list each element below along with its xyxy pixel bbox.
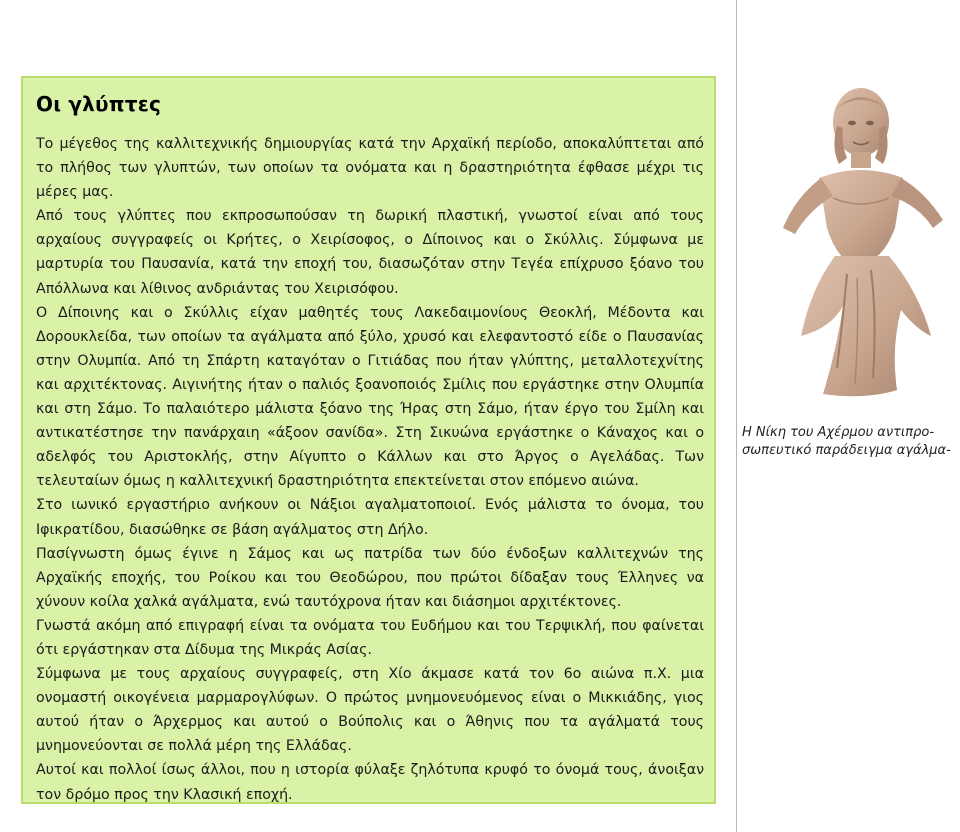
paragraph: Από τους γλύπτες που εκπροσωπούσαν τη δωρική πλαστική, γνωστοί είναι από τους αρχαίους συγγραφείς οι Κρήτες, ο Χειρίσοφος, ο Δίποινος και ο Σκύλλις. Σύμφωνα με μαρτυρία του Παυσανία, κατά την εποχή του, διασωζόταν στην Τεγέα επίχρυσο ξόανο του Απόλλωνα και λίθινος ανδριάντας του Χειρισόφου.	[36, 208, 704, 297]
section-title: Οι γλύπτες	[36, 92, 162, 116]
paragraph: Το μέγεθος της καλλιτεχνικής δημιουργίας κατά την Αρχαϊκή περίοδο, αποκαλύπτεται από το πλήθος των γλυπτών, των οποίων τα ονόματα και η δραστηριότητα έφθασε μέχρι τις μέρες μας.	[36, 136, 704, 201]
paragraph: Γνωστά ακόμη από επιγραφή είναι τα ονόματα του Ευδήμου και του Τερψικλή, που φαίνεται ότι εργάστηκαν στα Δίδυμα της Μικράς Ασίας.	[36, 617, 704, 658]
paragraph: Στο ιωνικό εργαστήριο ανήκουν οι Νάξιοι αγαλματοποιοί. Ενός μάλιστα το όνομα, του Ιφικρατίδου, διασώθηκε σε βάση αγάλματος στη Δήλο.	[36, 497, 704, 538]
paragraph: Πασίγνωστη όμως έγινε η Σάμος και ως πατρίδα των δύο ένδοξων καλλιτεχνών της Αρχαϊκής εποχής, του Ροίκου και του Θεοδώρου, που πρώτοι δίδαξαν τους Έλληνες να χύνουν κοίλα χαλκά αγάλματα, ενώ ταυτόχρονα ήταν και διάσημοι αρχιτέκτονες.	[36, 545, 704, 610]
text-box	[21, 76, 716, 804]
paragraph: Ο Δίποινης και ο Σκύλλις είχαν μαθητές τους Λακεδαιμονίους Θεοκλή, Μέδοντα και Δορουκλείδα, των οποίων τα αγάλματα από ξύλο, χρυσό και ελεφαντοστό είδε ο Παυσανίας στην Ολυμπία. Από τη Σπάρτη καταγόταν ο Γιτιάδας που ήταν γλύπτης, μεταλλοτεχνίτης και αρχιτέκτονας. Αιγινήτης ήταν ο παλιός ξοανοποιός Σμίλις που εργάστηκε στην Ολυμπία και στη Σάμο. Το παλαιότερο μάλιστα ξόανο της Ήρας στη Σάμο, ήταν έργο του Σμίλη και αντικατέστησε την πανάρχαιη «άξοον σανίδα». Στη Σικυώνα εργάστηκε ο Κάναχος και ο αδελφός του Αριστοκλής, στην Αίγυπτο ο Κάλλων και στο Άργος ο Αγελάδας. Των τελευταίων όμως η καλλιτεχνική δραστηριότητα επεκτείνεται στον επόμενο αιώνα.	[36, 304, 704, 490]
column-divider	[736, 0, 737, 832]
figure-caption: Η Νίκη του Αχέρμου αντιπρο- σωπευτικό παράδειγμα αγάλμα-	[742, 425, 951, 458]
paragraph: Αυτοί και πολλοί ίσως άλλοι, που η ιστορία φύλαξε ζηλότυπα κρυφό το όνομά τους, άνοιξαν τον δρόμο προς την Κλασική εποχή.	[36, 762, 704, 803]
statue-of-nike-image	[773, 78, 953, 408]
paragraph: Σύμφωνα με τους αρχαίους συγγραφείς, στη Χίο άκμασε κατά τον 6ο αιώνα π.Χ. μια ονομαστή οικογένεια μαρμαρογλύφων. Ο πρώτος μνημονευόμενος είναι ο Μικκιάδης, γιος αυτού ήταν ο Άρχερμος και αυτού ο Βούπολις και ο Άθηνις που τα αγάλματά τους μνημονεύονται σε πολλά μέρη της Ελλάδας.	[36, 666, 704, 755]
